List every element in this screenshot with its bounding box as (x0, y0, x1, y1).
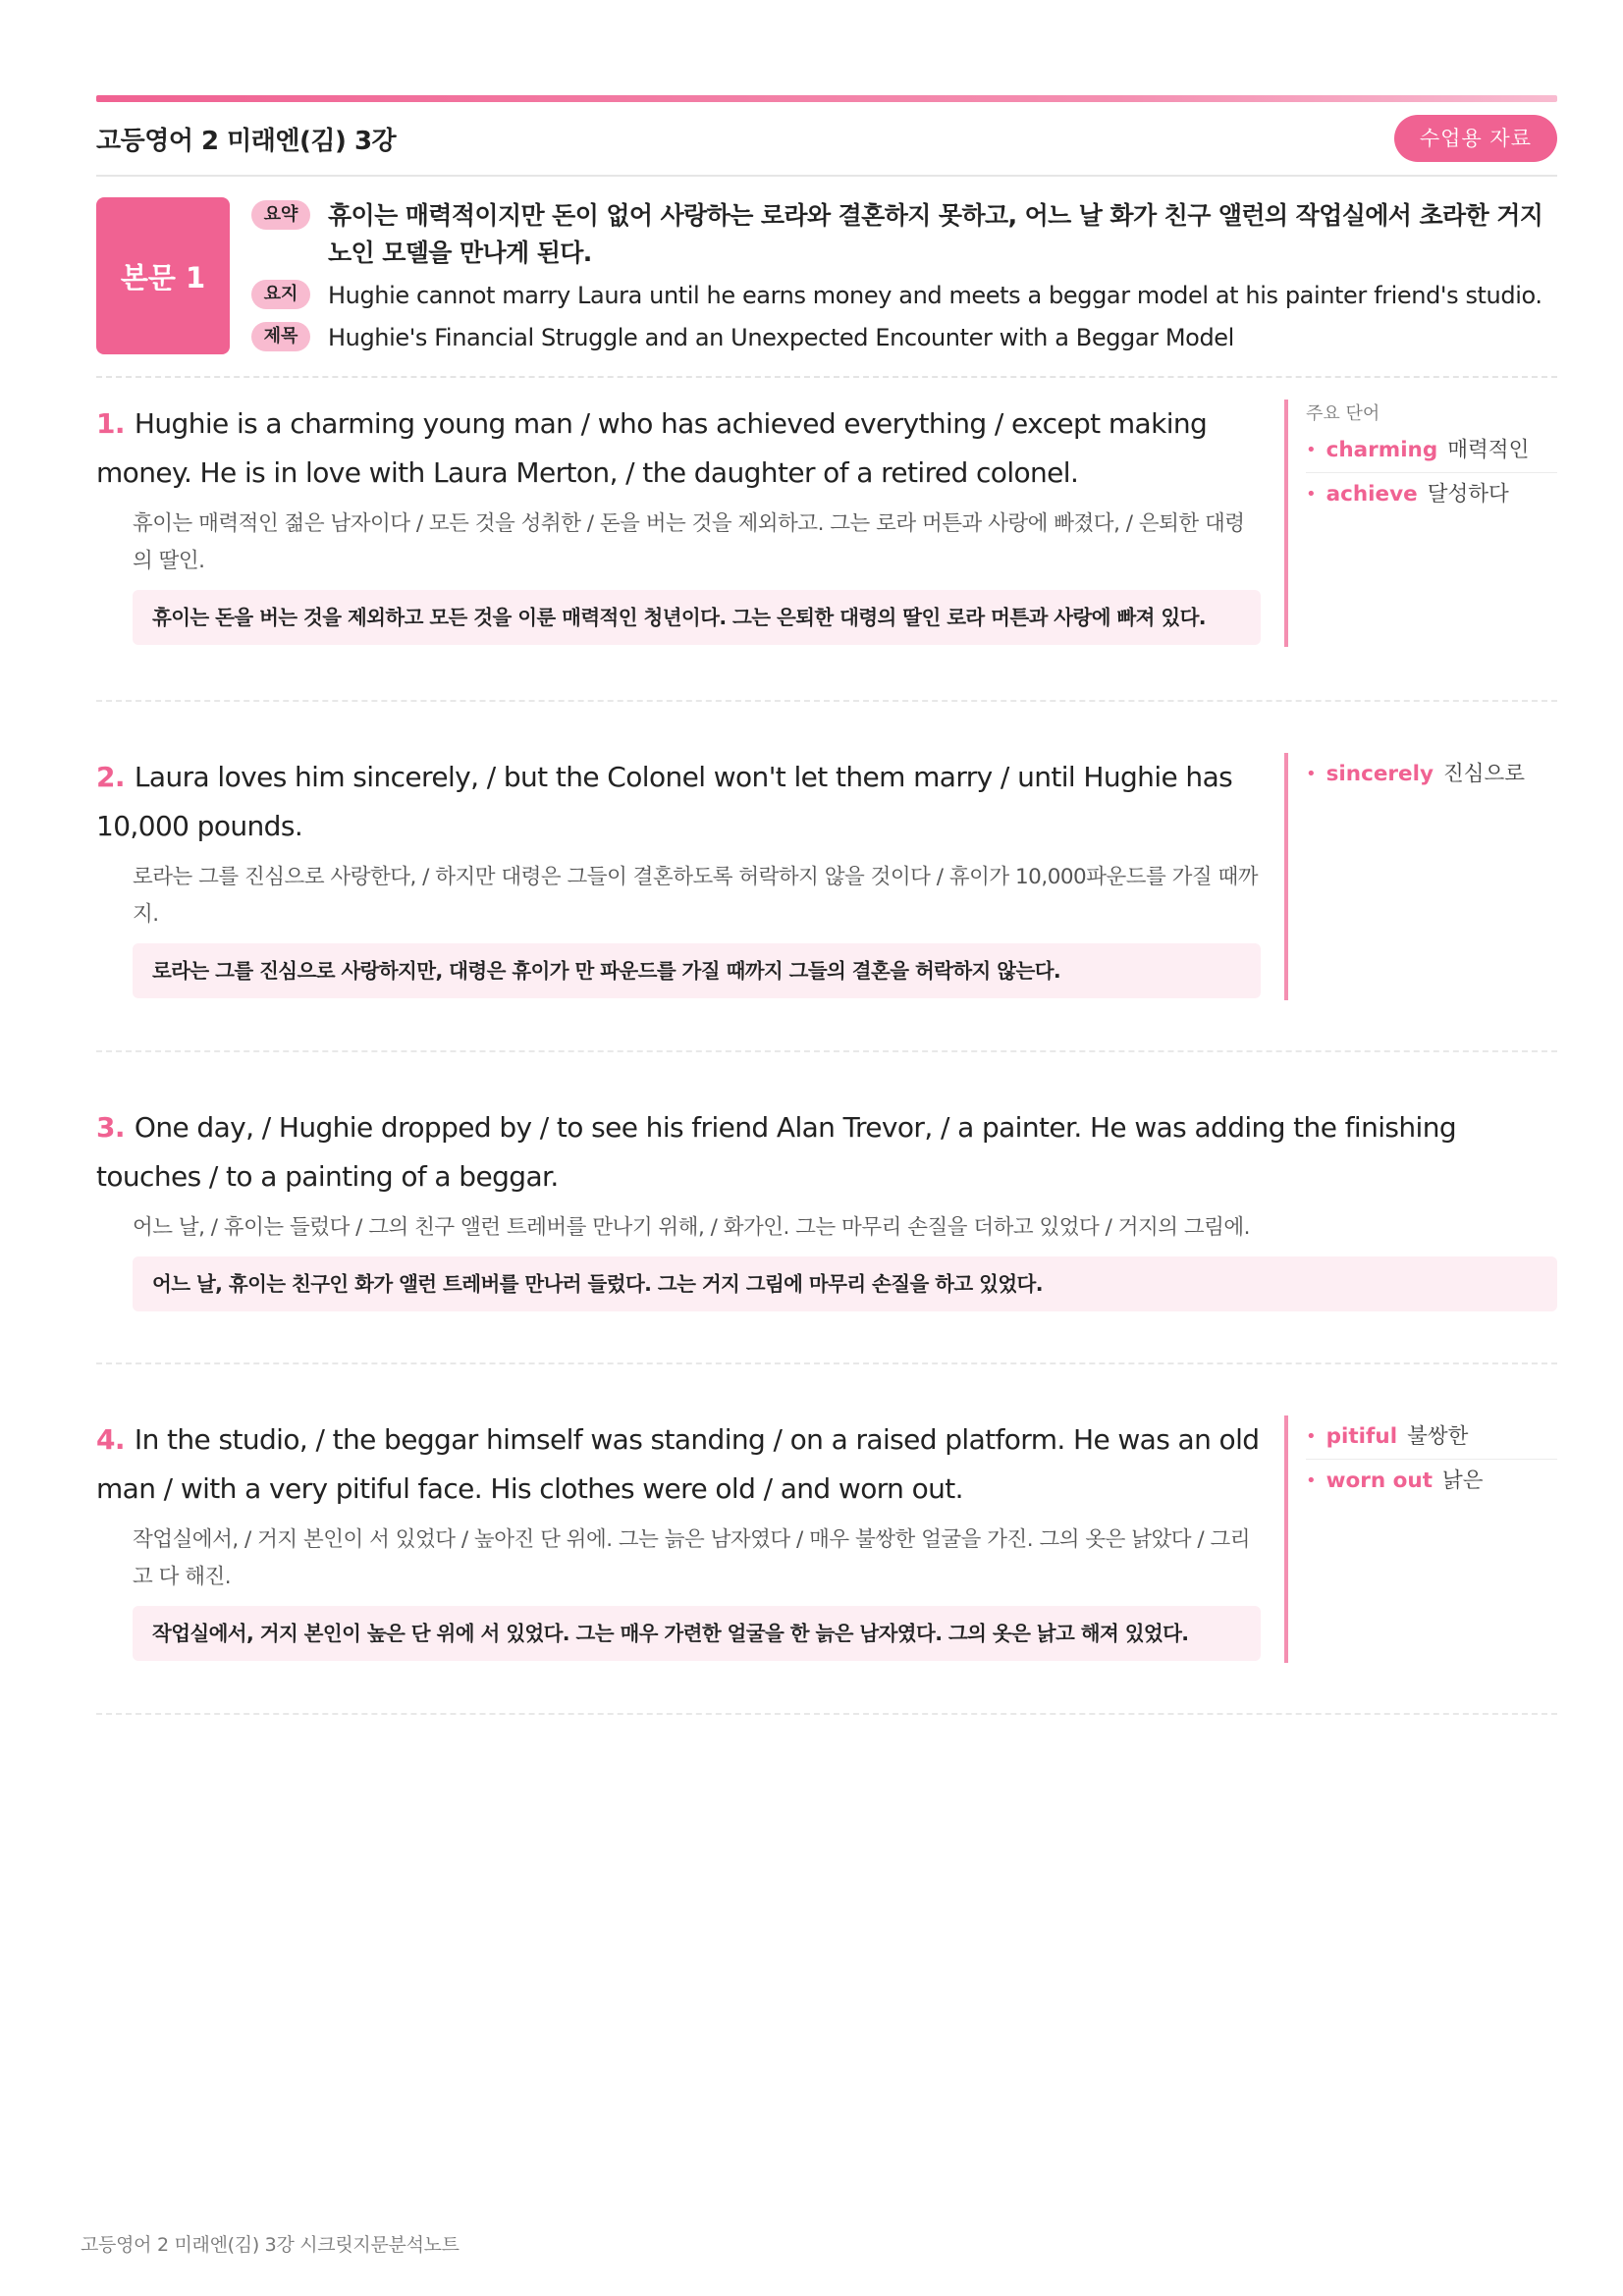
english-text: One day, / Hughie dropped by / to see his friend Alan Trevor, / a painter. He was adding the finishing touches / to a painting of a beggar. (96, 1111, 1457, 1193)
korean-translation: 휴이는 돈을 버는 것을 제외하고 모든 것을 이룬 매력적인 청년이다. 그는 은퇴한 대령의 딸인 로라 머튼과 사랑에 빠져 있다. (133, 590, 1261, 645)
vocab-word: achieve (1325, 482, 1418, 507)
sentence-number: 2. (96, 761, 125, 793)
bullet-icon: • (1306, 1426, 1317, 1447)
summary-tag: 요약 (251, 200, 310, 230)
vocab-word: pitiful (1325, 1424, 1398, 1449)
vocab-panel (1284, 400, 1557, 647)
english-sentence (96, 1103, 1557, 1201)
korean-literal: 어느 날, / 휴이는 들렀다 / 그의 친구 앨런 트레버를 만나기 위해, / 화가인. 그는 마무리 손질을 더하고 있었다 / 거지의 그림에. (133, 1215, 1250, 1240)
sentence-main (96, 1415, 1261, 1713)
sentence-item-1 (96, 378, 1557, 702)
vocab-row (1306, 429, 1557, 473)
gist-tag: 요지 (251, 280, 310, 309)
vocab-panel (1284, 753, 1557, 1000)
summary-block (96, 197, 1557, 378)
sentence-item-4 (96, 1364, 1557, 1715)
vocab-row (1306, 1415, 1557, 1460)
vocab-meaning: 진심으로 (1443, 762, 1526, 786)
vocab-row (1306, 1460, 1557, 1503)
english-text: Laura loves him sincerely, / but the Colonel won't let them marry / until Hughie has 10,000 pounds. (96, 761, 1233, 842)
korean-literal: 작업실에서, / 거지 본인이 서 있었다 / 높아진 단 위에. 그는 늙은 남자였다 / 매우 불쌍한 얼굴을 가진. 그의 옷은 낡았다 / 그리고 다 해진. (133, 1527, 1250, 1589)
bullet-icon: • (1306, 440, 1317, 460)
summary-row (251, 197, 1557, 272)
english-sentence (96, 400, 1261, 498)
bullet-icon: • (1306, 764, 1317, 784)
top-accent-bar (96, 95, 1557, 102)
vocab-meaning: 낡은 (1442, 1468, 1484, 1493)
page-footer: 고등영어 2 미래엔(김) 3강 시크릿지문분석노트 (81, 2234, 460, 2256)
sentence-main (96, 1103, 1557, 1362)
korean-literal: 휴이는 매력적인 젊은 남자이다 / 모든 것을 성취한 / 돈을 버는 것을 제외하고. 그는 로라 머튼과 사랑에 빠졌다, / 은퇴한 대령의 딸인. (133, 511, 1245, 573)
gist-text: Hughie cannot marry Laura until he earns money and meets a beggar model at his painter friend's studio. (328, 282, 1542, 309)
english-text: Hughie is a charming young man / who has achieved everything / except making money. He is in love with Laura Merton, / the daughter of a retired colonel. (96, 407, 1208, 489)
title-tag: 제목 (251, 322, 310, 351)
sentence-item-2 (96, 702, 1557, 1052)
document-title: 고등영어 2 미래엔(김) 3강 (96, 126, 397, 156)
vocab-meaning: 달성하다 (1427, 482, 1509, 507)
bullet-icon: • (1306, 1470, 1317, 1491)
summary-text: 휴이는 매력적이지만 돈이 없어 사랑하는 로라와 결혼하지 못하고, 어느 날 화가 친구 앨런의 작업실에서 초라한 거지 노인 모델을 만나게 된다. (328, 201, 1543, 267)
sentence-item-3 (96, 1052, 1557, 1364)
page (96, 95, 1557, 1715)
vocab-title: 주요 단어 (1306, 403, 1380, 424)
sentence-number: 3. (96, 1111, 125, 1144)
sentence-number: 4. (96, 1423, 125, 1456)
english-text: In the studio, / the beggar himself was standing / on a raised platform. He was an old man / with a very pitiful face. His clothes were old / and worn out. (96, 1423, 1260, 1505)
vocab-row (1306, 753, 1557, 796)
page-header (96, 102, 1557, 177)
vocab-word: sincerely (1325, 762, 1434, 786)
bullet-icon: • (1306, 484, 1317, 505)
section-label: 본문 1 (96, 197, 230, 354)
gist-row (251, 277, 1557, 314)
korean-translation: 어느 날, 휴이는 친구인 화가 앨런 트레버를 만나러 들렀다. 그는 거지 그림에 마무리 손질을 하고 있었다. (133, 1256, 1557, 1311)
sentence-main (96, 753, 1261, 1050)
summary-lines (251, 197, 1557, 356)
english-sentence (96, 753, 1261, 851)
english-sentence (96, 1415, 1261, 1514)
vocab-panel (1284, 1415, 1557, 1663)
title-row (251, 319, 1557, 356)
vocab-meaning: 불쌍한 (1407, 1424, 1469, 1449)
class-material-badge: 수업용 자료 (1394, 115, 1557, 162)
vocab-word: worn out (1325, 1468, 1434, 1493)
sentence-number: 1. (96, 407, 125, 440)
korean-translation: 로라는 그를 진심으로 사랑하지만, 대령은 휴이가 만 파운드를 가질 때까지 그들의 결혼을 허락하지 않는다. (133, 943, 1261, 998)
korean-translation: 작업실에서, 거지 본인이 높은 단 위에 서 있었다. 그는 매우 가련한 얼굴을 한 늙은 남자였다. 그의 옷은 낡고 해져 있었다. (133, 1606, 1261, 1661)
sentence-main (96, 400, 1261, 700)
vocab-word: charming (1325, 438, 1438, 462)
korean-literal: 로라는 그를 진심으로 사랑한다, / 하지만 대령은 그들이 결혼하도록 허락하지 않을 것이다 / 휴이가 10,000파운드를 가질 때까지. (133, 865, 1259, 927)
vocab-row (1306, 473, 1557, 516)
vocab-meaning: 매력적인 (1447, 438, 1530, 462)
title-text: Hughie's Financial Struggle and an Unexpected Encounter with a Beggar Model (328, 324, 1234, 351)
